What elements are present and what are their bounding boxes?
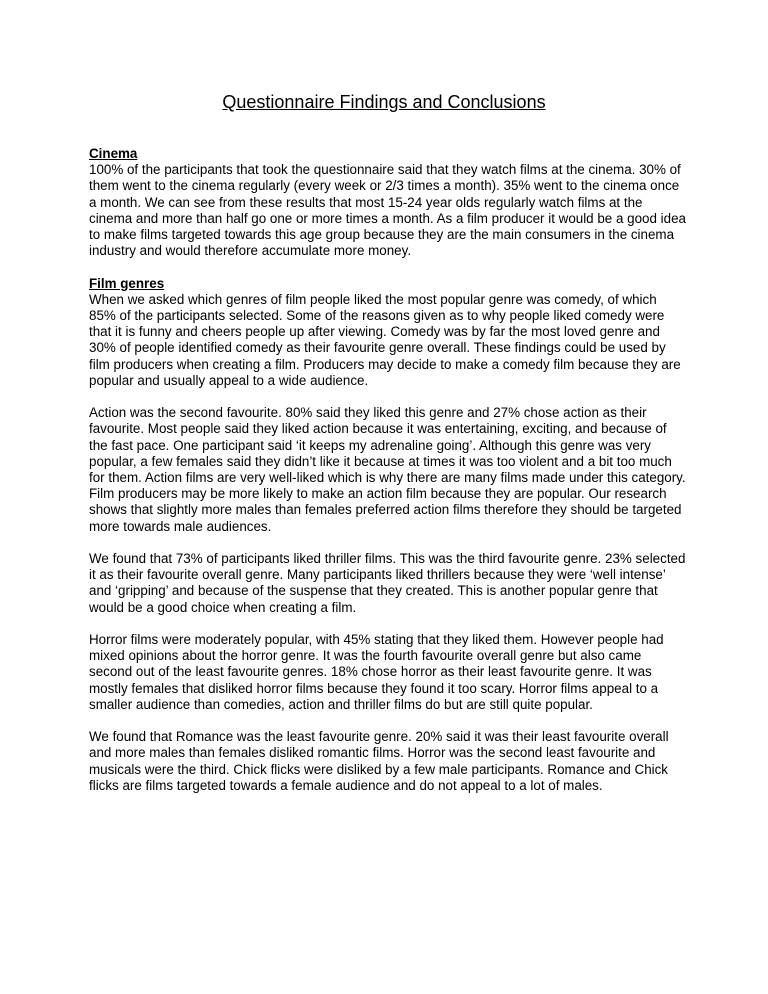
section-heading-cinema: Cinema: [89, 146, 138, 161]
paragraph-horror: Horror films were moderately popular, with 45% stating that they liked them. However people had mixed opinions about the horror genre. It was the fourth favourite overall genre but also came second out of the least favourite genres. 18% chose horror as their least favourite genre. It was mostly females that disliked horror films because they found it too scary. Horror films appeal to a smaller audience than comedies, action and thriller films do but are still quite popular.: [89, 632, 664, 712]
paragraph-cinema: 100% of the participants that took the questionnaire said that they watch films at the cinema. 30% of them went to the cinema regularly (every week or 2/3 times a month). 35% went to the cinema once a month. We can see from these results that most 15-24 year olds regularly watch films at the cinema and more than half go one or more times a month. As a film producer it would be a good idea to make films targeted towards this age group because they are the main consumers in the cinema industry and would therefore accumulate more money.: [89, 162, 686, 259]
document-body: [89, 146, 687, 810]
section-heading-film-genres: Film genres: [89, 275, 165, 291]
paragraph-thriller: We found that 73% of participants liked thriller films. This was the third favourite genre. 23% selected it as their favourite overall genre. Many participants liked thrillers because they were ‘well intense’ and ‘gripping’ and because of the suspense that they created. This is another popular genre that would be a good choice when creating a film.: [89, 551, 686, 615]
paragraph-comedy: When we asked which genres of film people liked the most popular genre was comedy, of which 85% of the participants selected. Some of the reasons given as to why people liked comedy were that it is funny and cheers people up after viewing. Comedy was by far the most loved genre and 30% of people identified comedy as their favourite genre overall. These findings could be used by film producers when creating a film. Producers may decide to make a comedy film because they are popular and usually appeal to a wide audience.: [89, 291, 681, 388]
page-title: Questionnaire Findings and Conclusions: [222, 92, 546, 112]
paragraph-romance: We found that Romance was the least favourite genre. 20% said it was their least favourite overall and more males than females disliked romantic films. Horror was the second least favourite and musicals were the third. Chick flicks were disliked by a few male participants. Romance and Chick flicks are films targeted towards a female audience and do not appeal to a lot of males.: [89, 729, 669, 793]
paragraph-action: Action was the second favourite. 80% said they liked this genre and 27% chose action as their favourite. Most people said they liked action because it was entertaining, exciting, and because of the fast pace. One participant said ‘it keeps my adrenaline going’. Although this genre was very popular, a few females said they didn’t like it because at times it was too violent and a bit too much for them. Action films are very well-liked which is why there are many films made under this category. Film producers may be more likely to make an action film because they are popular. Our research shows that slightly more males than females preferred action films therefore they should be targeted more towards male audiences.: [89, 405, 686, 534]
